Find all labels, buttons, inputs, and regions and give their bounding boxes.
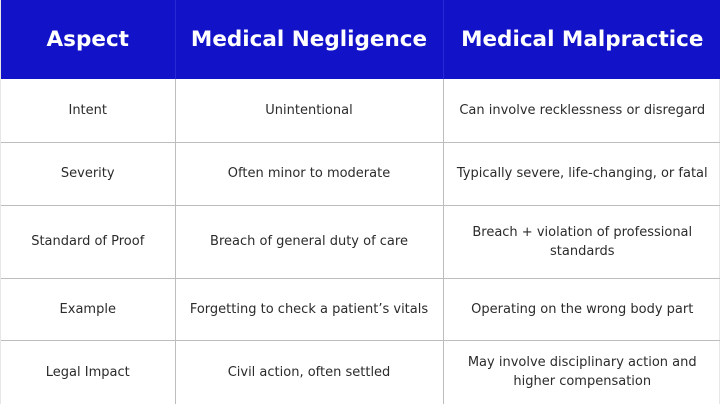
- cell-negligence: Civil action, often settled: [175, 340, 443, 404]
- cell-aspect: Example: [1, 278, 175, 340]
- cell-negligence: Breach of general duty of care: [175, 205, 443, 278]
- table-row-legal-impact: [1, 340, 720, 404]
- table-row-standard-of-proof: [1, 205, 720, 278]
- table-row-example: [1, 278, 720, 340]
- header-medical-malpractice: Medical Malpractice: [443, 0, 720, 79]
- cell-negligence: Often minor to moderate: [175, 142, 443, 205]
- cell-aspect: Intent: [1, 79, 175, 142]
- cell-negligence: Forgetting to check a patient’s vitals: [175, 278, 443, 340]
- table-header: [1, 0, 720, 79]
- table-row-severity: [1, 142, 720, 205]
- cell-aspect: Legal Impact: [1, 340, 175, 404]
- comparison-table: [1, 0, 720, 404]
- cell-aspect: Standard of Proof: [1, 205, 175, 278]
- cell-malpractice: May involve disciplinary action and higher compensation: [443, 340, 720, 404]
- header-aspect: Aspect: [1, 0, 175, 79]
- cell-aspect: Severity: [1, 142, 175, 205]
- header-medical-negligence: Medical Negligence: [175, 0, 443, 79]
- cell-negligence: Unintentional: [175, 79, 443, 142]
- cell-malpractice: Can involve recklessness or disregard: [443, 79, 720, 142]
- header-row: [1, 0, 720, 79]
- cell-malpractice: Breach + violation of professional standards: [443, 205, 720, 278]
- table-row-intent: [1, 79, 720, 142]
- cell-malpractice: Operating on the wrong body part: [443, 278, 720, 340]
- table-body: [1, 79, 720, 404]
- cell-malpractice: Typically severe, life-changing, or fatal: [443, 142, 720, 205]
